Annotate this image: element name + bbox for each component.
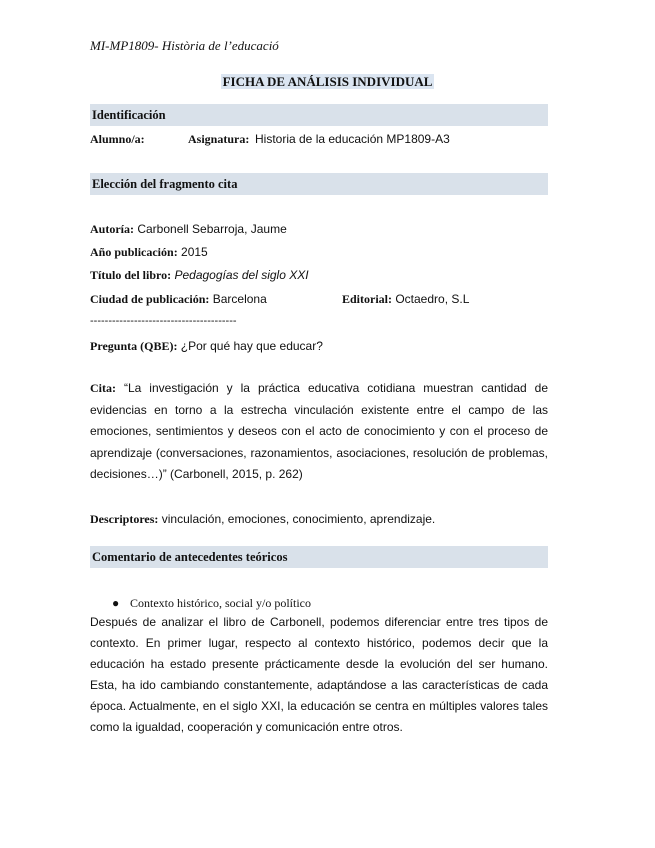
anio-label: Año publicación: [90,245,178,259]
cita-paragraph [90,378,548,486]
asignatura-value: Historia de la educación MP1809-A3 [255,132,450,146]
section-header-identificacion: Identificación [90,104,548,126]
autoria-value: Carbonell Sebarroja, Jaume [137,222,287,236]
asignatura-label: Asignatura: [188,132,250,146]
bullet-text: Contexto histórico, social y/o político [130,596,311,610]
cita-label: Cita: [90,381,116,395]
identification-row [90,131,548,147]
alumno-label: Alumno/a: [90,132,145,146]
bullet-dot-icon: ● [112,596,120,610]
ciudad-editorial-row [90,291,548,307]
pregunta-row [90,338,548,354]
section-header-comentario: Comentario de antecedentes teóricos [90,546,548,568]
titulo-value: Pedagogías del siglo XXI [174,268,309,282]
titulo-row [90,267,548,283]
anio-value: 2015 [181,245,208,259]
autoria-label: Autoría: [90,222,134,236]
editorial-label: Editorial: [342,292,392,306]
autoria-row [90,221,548,237]
title-text: FICHA DE ANÁLISIS INDIVIDUAL [222,74,433,89]
page-title [0,74,655,90]
pregunta-label: Pregunta (QBE): [90,339,178,353]
titulo-label: Título del libro: [90,268,172,282]
ciudad-label: Ciudad de publicación: [90,292,210,306]
comentario-paragraph: Después de analizar el libro de Carbonell, podemos diferenciar entre tres tipos de contexto. En primer lugar, respecto al contexto histórico, podemos decir que la educación ha estado presente prácticamente desde la evolución del ser humano. Esta, ha ido cambiando constantemente, adaptándose a las características de cada época. Actualmente, en el siglo XXI, la educación se centra en múltiples valores tales como la igualdad, cooperación y comunicación entre otros. [90,615,548,734]
editorial-value: Octaedro, S.L [395,292,470,306]
editorial-group [342,291,469,307]
anio-row [90,244,548,260]
descriptores-row [90,511,548,527]
descriptores-label: Descriptores: [90,512,159,526]
ciudad-value: Barcelona [212,292,267,306]
separator-line: ---------------------------------------- [90,315,237,327]
pregunta-value: ¿Por qué hay que educar? [180,339,323,353]
descriptores-value: vinculación, emociones, conocimiento, aprendizaje. [161,512,436,526]
section-header-eleccion: Elección del fragmento cita [90,173,548,195]
cita-text: “La investigación y la práctica educativa cotidiana muestran cantidad de evidencias en torno a la estrecha vinculación existente entre el campo de las emociones, sentimientos y deseos con el acto de conocimiento y con el proceso de aprendizaje (conversaciones, razonamientos, asociaciones, resolución de problemas, decisiones…)” (Carbonell, 2015, p. 262) [90,381,548,481]
running-header: MI-MP1809- Història de l’educació [90,38,279,53]
bullet-item [112,595,311,611]
